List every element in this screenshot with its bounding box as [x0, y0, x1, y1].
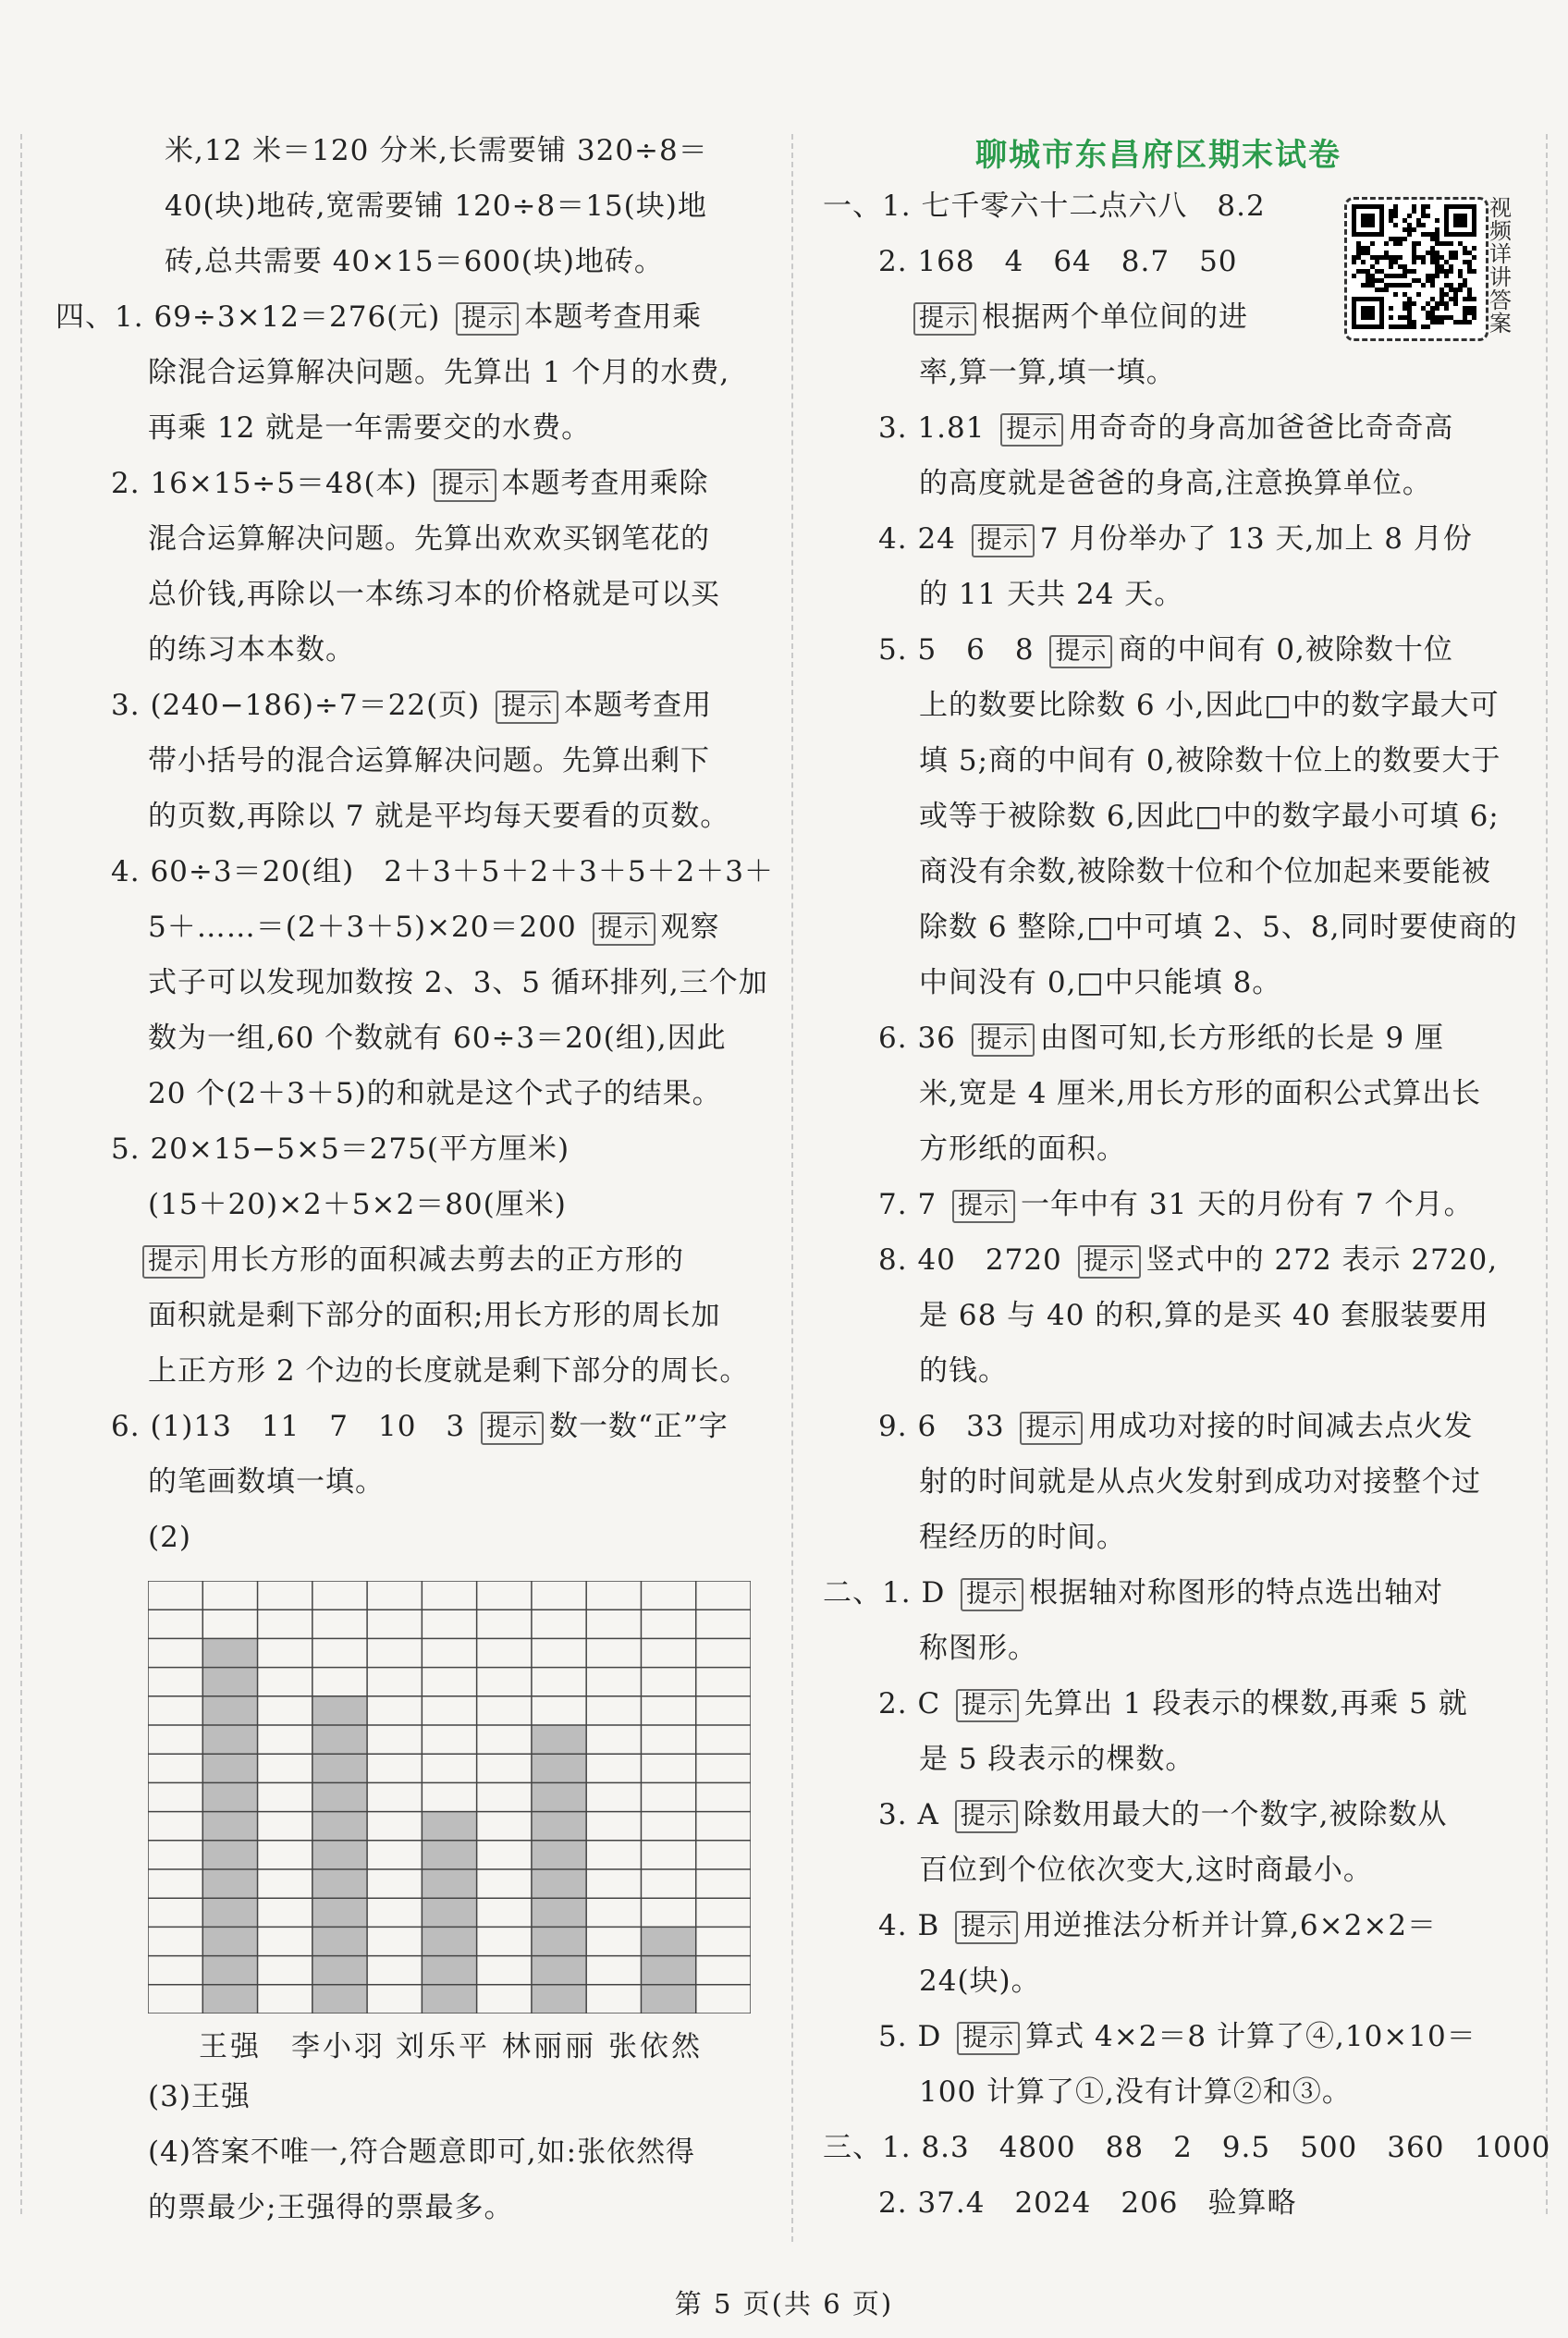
hint-tag: 提示	[1078, 1245, 1141, 1279]
qr-caption-char: 讲	[1489, 264, 1512, 290]
answer: 5＋……＝(2＋3＋5)×20＝200	[148, 911, 577, 944]
text-line: (2)	[148, 1521, 191, 1554]
category-label: 王强	[199, 2030, 262, 2063]
question-number: 3.	[878, 1798, 908, 1831]
question-number: 6.	[878, 1022, 908, 1055]
hint-text: 数一数“正”字	[549, 1410, 729, 1443]
answer: 37.4 2024 206 验算略	[917, 2186, 1297, 2220]
answer: 8.3 4800 88 2 9.5 500 360 1000	[921, 2131, 1551, 2164]
question-2-4	[878, 1907, 1437, 1944]
page-footer: 第 5 页(共 6 页)	[674, 2288, 894, 2320]
answer: A	[917, 1798, 939, 1831]
question-number: 2.	[878, 2186, 908, 2220]
answer: D	[921, 1576, 946, 1610]
question-4-3	[111, 687, 712, 724]
question-number: 7.	[878, 1188, 908, 1221]
question-1-7	[878, 1186, 1474, 1223]
question-4-2	[111, 465, 709, 502]
text-line: 米,12 米＝120 分米,长需要铺 320÷8＝	[165, 134, 708, 167]
question-number: 5.	[878, 633, 908, 667]
question-3-1	[823, 2129, 1550, 2166]
left-divider	[20, 134, 22, 2214]
question-1-5	[878, 631, 1453, 668]
bar-李小羽	[312, 1696, 367, 2014]
question-4-6	[111, 1408, 729, 1445]
category-label: 李小羽	[291, 2030, 386, 2063]
text-line: 的练习本本数。	[148, 633, 355, 667]
question-2-1	[823, 1574, 1443, 1611]
text-line: 带小括号的混合运算解决问题。先算出剩下	[148, 744, 710, 777]
text-line: 的笔画数填一填。	[148, 1465, 385, 1499]
text-line: 混合运算解决问题。先算出欢欢买钢笔花的	[148, 522, 710, 556]
qr-caption-char: 案	[1489, 311, 1512, 337]
question-4-1	[55, 299, 702, 336]
text-line	[913, 299, 1248, 336]
hint-text: 除数用最大的一个数字,被除数从	[1023, 1798, 1448, 1831]
vote-bar-chart	[148, 1581, 751, 2014]
hint-tag: 提示	[952, 1190, 1015, 1223]
question-1-4	[878, 520, 1473, 557]
question-number: 5.	[878, 2020, 908, 2053]
hint-tag: 提示	[913, 302, 976, 336]
text-line: 的钱。	[919, 1354, 1008, 1388]
text-line: (3)王强	[148, 2080, 251, 2113]
hint-text: 用长方形的面积减去剪去的正方形的	[211, 1243, 684, 1277]
hint-text: 竖式中的 272 表示 2720,	[1145, 1243, 1499, 1277]
text-line: 商没有余数,被除数十位和个位加起来要能被	[919, 855, 1491, 888]
text-line: 上的数要比除数 6 小,因此□中的数字最大可	[919, 689, 1500, 722]
question-1-9	[878, 1408, 1473, 1445]
answer: 60÷3＝20(组) 2＋3＋5＋2＋3＋5＋2＋3＋	[150, 855, 775, 888]
hint-text: 本题考查用乘除	[501, 467, 709, 500]
question-4-4	[111, 853, 774, 890]
text-line: 的票最少;王强得的票最多。	[148, 2191, 514, 2224]
text-line	[148, 909, 720, 946]
question-1-3	[878, 410, 1453, 447]
center-divider	[791, 134, 793, 2242]
answer: D	[917, 2020, 942, 2053]
text-line: 面积就是剩下部分的面积;用长方形的周长加	[148, 1299, 721, 1332]
question-1-2	[878, 243, 1238, 280]
question-3-2	[878, 2185, 1297, 2222]
hint-tag: 提示	[956, 1689, 1019, 1722]
text-line: 的 11 天共 24 天。	[919, 578, 1184, 611]
text-line: 是 5 段表示的棵数。	[919, 1743, 1195, 1776]
qr-caption	[1487, 197, 1514, 336]
question-number: 4.	[878, 522, 908, 556]
hint-tag: 提示	[434, 469, 496, 502]
question-number: 2.	[111, 467, 141, 500]
question-number: 5.	[111, 1132, 141, 1166]
hint-text: 用奇奇的身高加爸爸比奇奇高	[1069, 411, 1454, 445]
hint-text: 由图可知,长方形纸的长是 9 厘	[1039, 1022, 1445, 1055]
text-line: 射的时间就是从点火发射到成功对接整个过	[919, 1465, 1481, 1499]
text-line: 式子可以发现加数按 2、3、5 循环排列,三个加	[148, 966, 768, 999]
text-line: 方形纸的面积。	[919, 1132, 1126, 1166]
answer: 40 2720	[917, 1243, 1062, 1277]
hint-text: 观察	[660, 911, 720, 944]
hint-tag: 提示	[955, 1911, 1018, 1944]
hint-tag: 提示	[972, 1023, 1035, 1057]
hint-text: 根据轴对称图形的特点选出轴对	[1029, 1576, 1444, 1610]
text-line: 的高度就是爸爸的身高,注意换算单位。	[919, 467, 1432, 500]
hint-text: 用逆推法分析并计算,6×2×2＝	[1023, 1909, 1438, 1942]
hint-text: 根据两个单位间的进	[982, 300, 1248, 334]
answer: 7	[917, 1188, 937, 1221]
question-1-8	[878, 1242, 1498, 1279]
question-number: 2.	[878, 245, 908, 278]
text-line: 中间没有 0,□中只能填 8。	[919, 966, 1282, 999]
hint-tag: 提示	[972, 524, 1035, 557]
text-line: 总价钱,再除以一本练习本的价格就是可以买	[148, 578, 720, 611]
text-line: 率,算一算,填一填。	[919, 356, 1176, 389]
text-line: 100 计算了①,没有计算②和③。	[919, 2075, 1352, 2109]
question-2-5	[878, 2018, 1476, 2055]
hint-text: 算式 4×2＝8 计算了④,10×10＝	[1025, 2020, 1476, 2053]
category-label: 刘乐平	[396, 2030, 490, 2063]
answer: (1)13 11 7 10 3	[150, 1410, 466, 1443]
text-line: 是 68 与 40 的积,算的是买 40 套服装要用	[919, 1299, 1489, 1332]
text-line: 砖,总共需要 40×15＝600(块)地砖。	[165, 245, 664, 278]
question-number: 四、1.	[55, 300, 144, 334]
text-line: 除数 6 整除,□中可填 2、5、8,同时要使商的	[919, 911, 1518, 944]
question-number: 4.	[111, 855, 141, 888]
category-label: 张依然	[608, 2030, 703, 2063]
qr-caption-char: 详	[1489, 241, 1512, 267]
question-1-1	[823, 188, 1266, 225]
answer: (240−186)÷7＝22(页)	[150, 689, 481, 722]
hint-tag: 提示	[496, 691, 558, 724]
question-number: 6.	[111, 1410, 141, 1443]
text-line: 或等于被除数 6,因此□中的数字最小可填 6;	[919, 800, 1500, 833]
text-line: 称图形。	[919, 1632, 1037, 1665]
hint-text: 先算出 1 段表示的棵数,再乘 5 就	[1024, 1687, 1468, 1720]
question-4-5	[111, 1131, 570, 1168]
question-number: 4.	[878, 1909, 908, 1942]
question-2-3	[878, 1796, 1448, 1833]
bar-王强	[202, 1638, 257, 2014]
answer: 16×15÷5＝48(本)	[150, 467, 418, 500]
answer: C	[917, 1687, 941, 1720]
question-number: 3.	[111, 689, 141, 722]
answer: 1.81	[917, 411, 986, 445]
hint-text: 商的中间有 0,被除数十位	[1118, 633, 1453, 667]
text-line: 再乘 12 就是一年需要交的水费。	[148, 411, 592, 445]
hint-tag: 提示	[1020, 1412, 1083, 1445]
exam-title: 聊城市东昌府区期末试卷	[975, 137, 1341, 174]
text-line: 24(块)。	[919, 1965, 1041, 1998]
hint-tag: 提示	[957, 2022, 1020, 2055]
qr-caption-char: 频	[1489, 218, 1512, 244]
question-number: 8.	[878, 1243, 908, 1277]
text-line: 上正方形 2 个边的长度就是剩下部分的周长。	[148, 1354, 750, 1388]
text-line: (15＋20)×2＋5×2＝80(厘米)	[148, 1188, 567, 1221]
text-line	[142, 1242, 684, 1279]
hint-tag: 提示	[481, 1412, 544, 1445]
right-divider	[1546, 134, 1548, 2214]
answer: 6 33	[917, 1410, 1005, 1443]
hint-text: 本题考查用乘	[524, 300, 703, 334]
answer: 69÷3×12＝276(元)	[153, 300, 441, 334]
text-line: 除混合运算解决问题。先算出 1 个月的水费,	[148, 356, 730, 389]
answer: 168 4 64 8.7 50	[917, 245, 1238, 278]
question-number: 3.	[878, 411, 908, 445]
text-line: 20 个(2＋3＋5)的和就是这个式子的结果。	[148, 1077, 722, 1110]
hint-text: 7 月份举办了 13 天,加上 8 月份	[1039, 522, 1473, 556]
text-line: 程经历的时间。	[919, 1521, 1126, 1554]
hint-tag: 提示	[1049, 635, 1112, 668]
answer: 七千零六十二点六八 8.2	[921, 190, 1266, 223]
text-line: 百位到个位依次变大,这时商最小。	[919, 1854, 1373, 1887]
bar-刘乐平	[422, 1812, 476, 2014]
question-number: 一、1.	[823, 190, 912, 223]
hint-tag: 提示	[955, 1800, 1018, 1833]
hint-text: 用成功对接的时间减去点火发	[1088, 1410, 1474, 1443]
category-label: 林丽丽	[502, 2030, 596, 2063]
question-1-6	[878, 1020, 1444, 1057]
hint-tag: 提示	[1000, 413, 1063, 447]
hint-tag: 提示	[961, 1578, 1023, 1611]
question-number: 2.	[878, 1687, 908, 1720]
chart-category-labels	[148, 2023, 758, 2063]
text-line: 40(块)地砖,宽需要铺 120÷8＝15(块)地	[165, 190, 707, 223]
question-2-2	[878, 1685, 1468, 1722]
hint-tag: 提示	[142, 1245, 205, 1279]
answer: 5 6 8	[917, 633, 1035, 667]
question-number: 三、1.	[823, 2131, 912, 2164]
answer: 24	[917, 522, 956, 556]
text-line: (4)答案不唯一,符合题意即可,如:张依然得	[148, 2136, 696, 2169]
bar-张依然	[641, 1927, 695, 2014]
qr-caption-char: 视	[1489, 195, 1512, 221]
hint-tag: 提示	[456, 302, 519, 336]
text-line: 的页数,再除以 7 就是平均每天要看的页数。	[148, 800, 730, 833]
hint-text: 一年中有 31 天的月份有 7 个月。	[1021, 1188, 1474, 1221]
question-number: 9.	[878, 1410, 908, 1443]
answer: B	[917, 1909, 940, 1942]
answer: 20×15−5×5＝275(平方厘米)	[150, 1132, 570, 1166]
text-line: 数为一组,60 个数就有 60÷3＝20(组),因此	[148, 1022, 727, 1055]
text-line: 填 5;商的中间有 0,被除数十位上的数要大于	[919, 744, 1501, 777]
qr-caption-char: 答	[1489, 288, 1512, 313]
text-line: 米,宽是 4 厘米,用长方形的面积公式算出长	[919, 1077, 1482, 1110]
hint-tag: 提示	[593, 912, 655, 946]
answer: 36	[917, 1022, 956, 1055]
question-number: 二、1.	[823, 1576, 912, 1610]
qr-code-icon[interactable]	[1352, 204, 1476, 329]
hint-text: 本题考查用	[564, 689, 713, 722]
